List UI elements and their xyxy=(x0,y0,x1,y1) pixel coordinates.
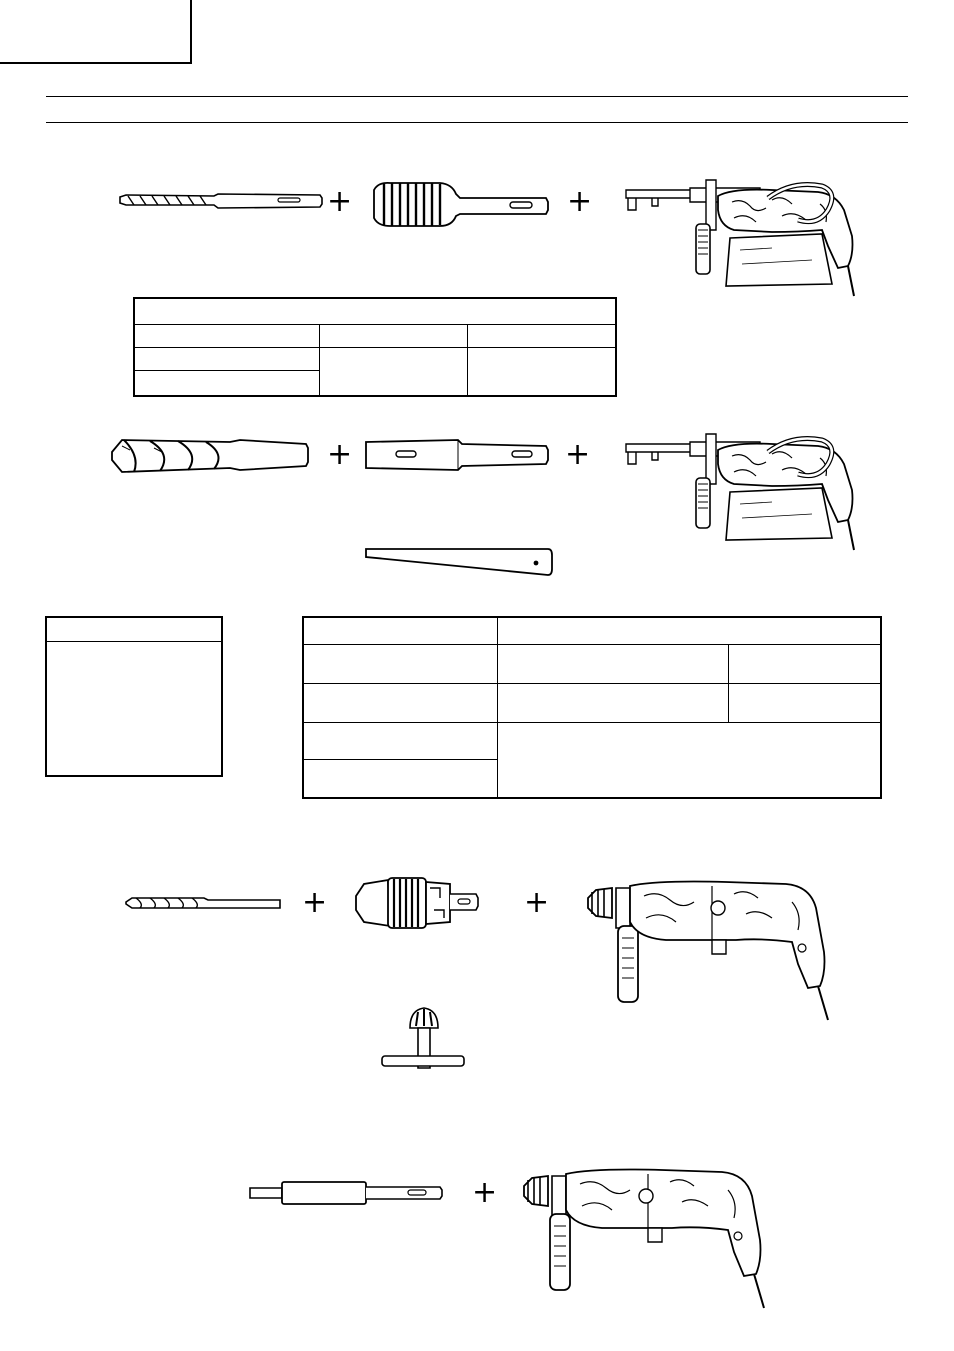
table-rule xyxy=(304,683,880,684)
straight-drill-bit-icon xyxy=(124,892,282,914)
keyed-drill-chuck-icon xyxy=(354,874,480,932)
page-tab xyxy=(0,0,192,64)
plus-sign: + xyxy=(524,885,550,920)
top-rule xyxy=(46,96,908,97)
chuck-key-icon xyxy=(380,1004,466,1074)
taper-bit-spec-table xyxy=(302,616,882,799)
table-rule xyxy=(319,324,320,395)
table-rule xyxy=(135,370,319,371)
sds-plus-drill-bit-icon xyxy=(118,186,324,214)
table-rule xyxy=(47,641,221,642)
table-rule xyxy=(304,644,880,645)
second-rule xyxy=(46,122,908,123)
plus-sign: + xyxy=(567,184,593,219)
table-rule xyxy=(135,347,615,348)
plus-sign: + xyxy=(472,1175,498,1210)
table-rule xyxy=(135,324,615,325)
rotary-hammer-with-dust-collector-icon xyxy=(622,180,862,300)
table-rule xyxy=(467,324,468,395)
core-bit-spec-table xyxy=(133,297,617,397)
table-rule xyxy=(304,722,880,723)
cotter-note-table xyxy=(45,616,223,777)
taper-shank-bit-icon xyxy=(110,436,310,476)
plus-sign: + xyxy=(327,437,353,472)
cotter-wedge-icon xyxy=(364,545,554,577)
table-rule xyxy=(728,644,729,722)
plus-sign: + xyxy=(565,437,591,472)
core-bit-icon xyxy=(370,180,550,228)
table-rule xyxy=(304,759,497,760)
table-rule xyxy=(497,618,498,797)
rotary-hammer-icon xyxy=(586,878,836,1024)
rotary-hammer-icon xyxy=(522,1166,772,1312)
chuck-adapter-icon xyxy=(248,1180,444,1206)
plus-sign: + xyxy=(327,184,353,219)
rotary-hammer-with-dust-collector-icon xyxy=(622,434,862,554)
taper-shank-adapter-icon xyxy=(362,438,550,472)
plus-sign: + xyxy=(302,885,328,920)
